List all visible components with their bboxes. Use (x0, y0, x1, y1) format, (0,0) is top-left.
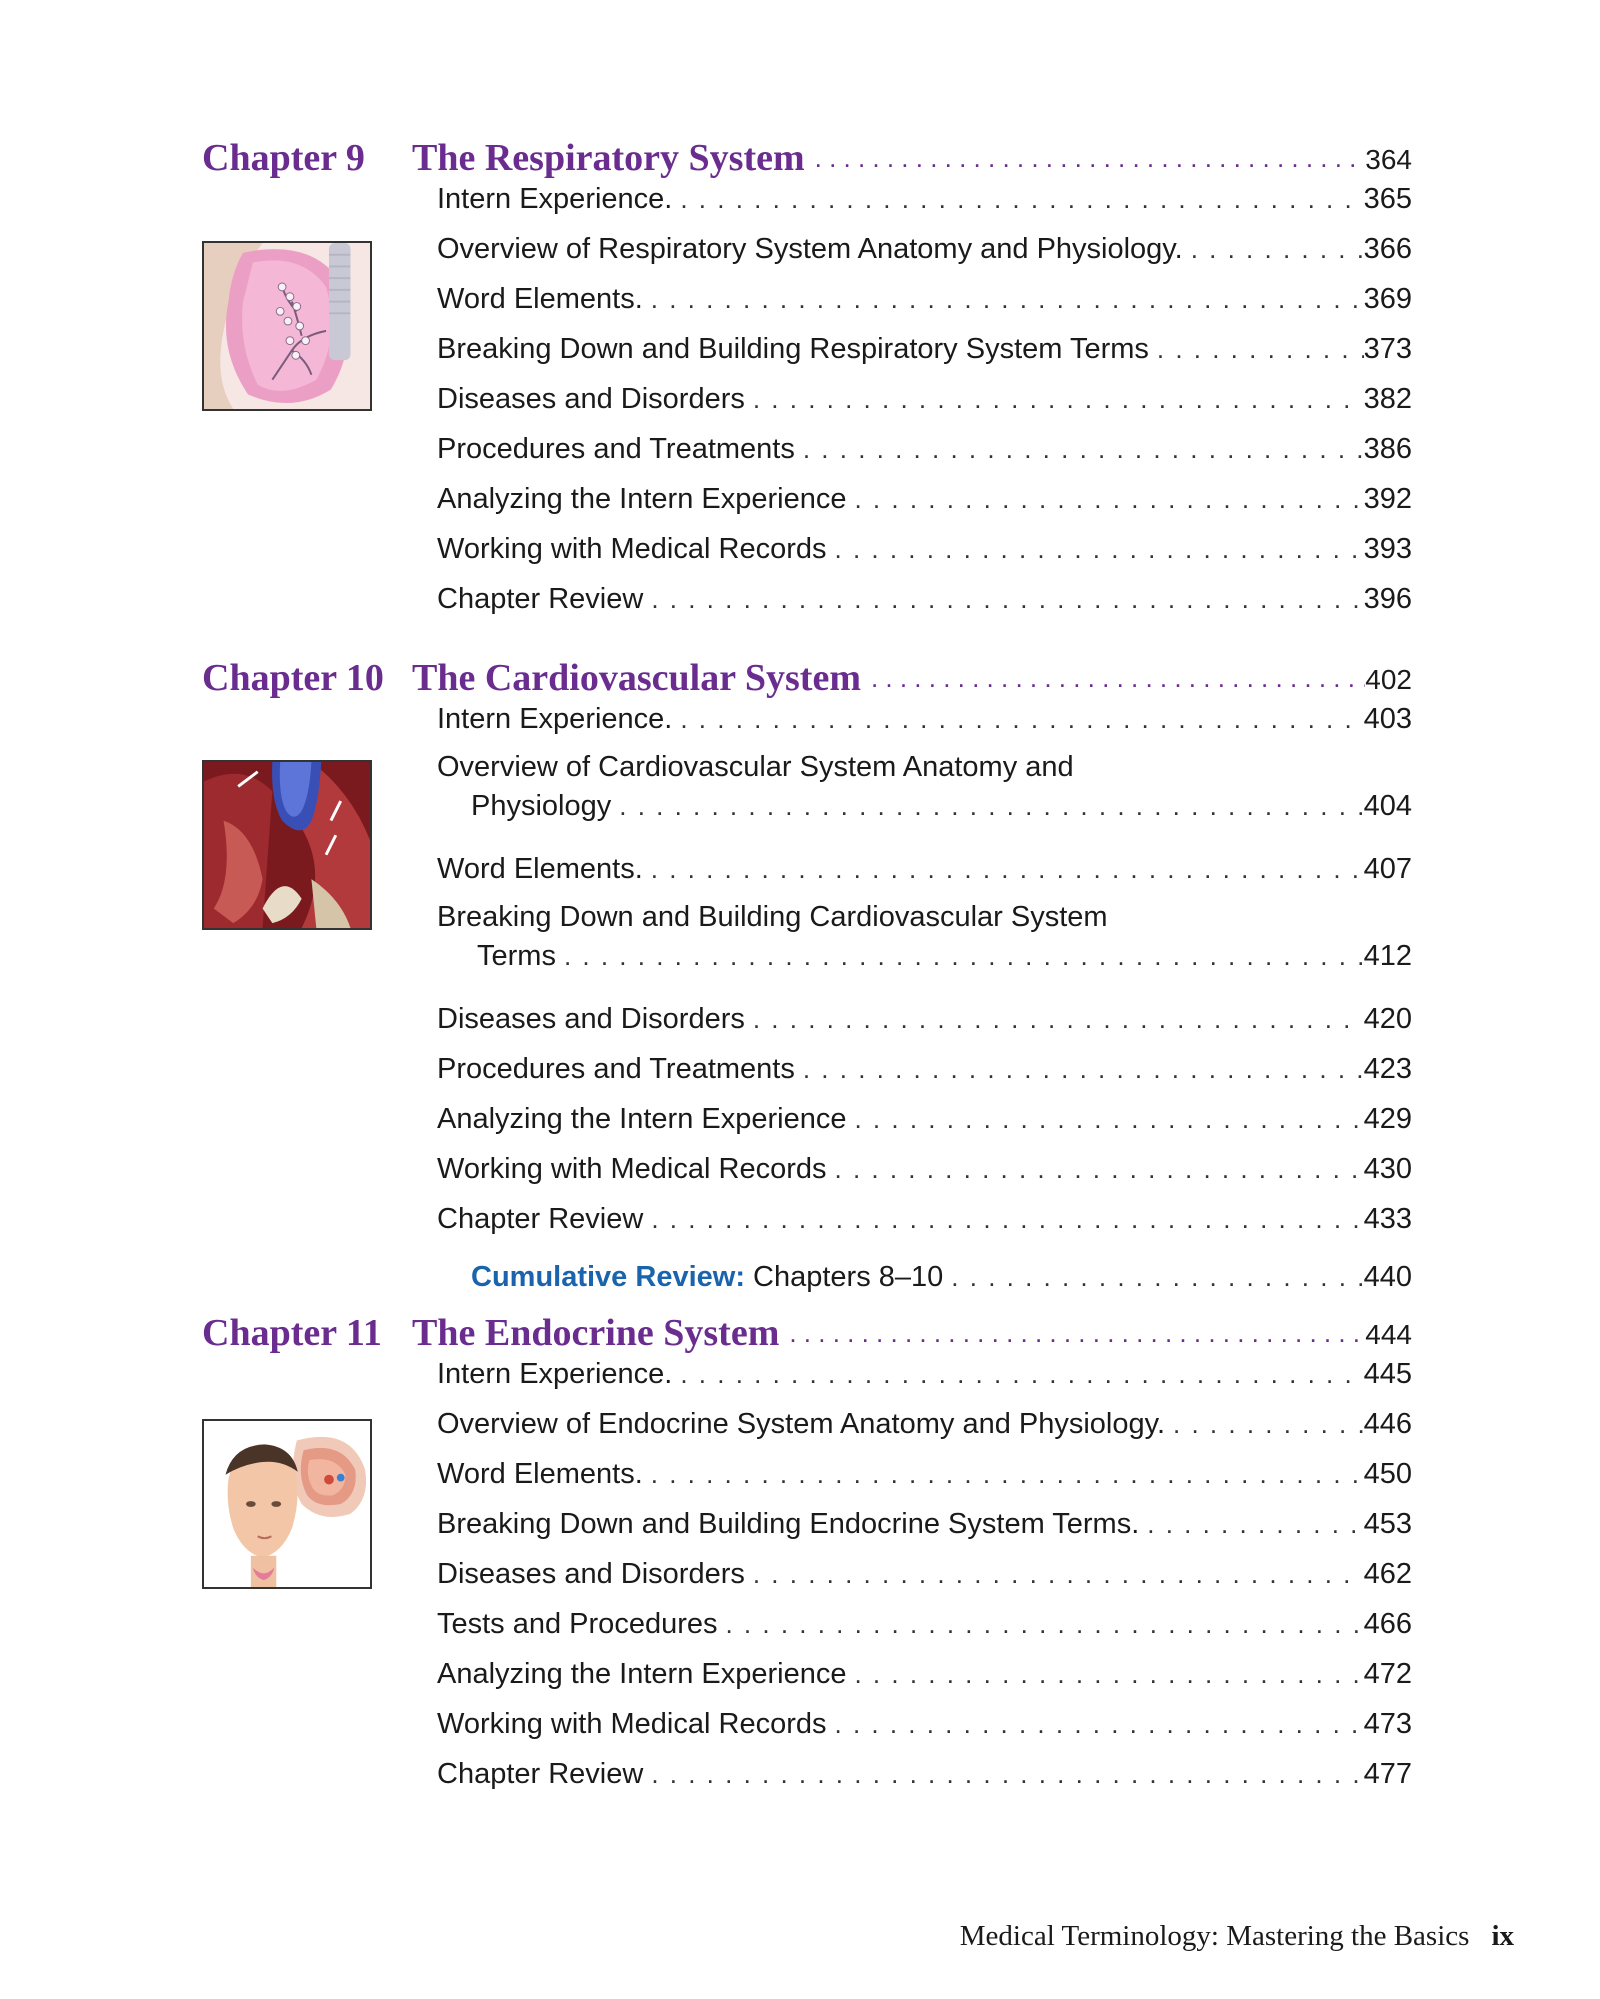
entry-page-number: 446 (1363, 1408, 1412, 1440)
entry-label: Tests and Procedures (437, 1608, 718, 1640)
entry-label: Word Elements. (437, 283, 643, 315)
entry-page-number: 445 (1363, 1358, 1412, 1390)
entry-label: Intern Experience. (437, 183, 673, 215)
chapter-number: Chapter 11 (202, 1312, 382, 1354)
entry-label: Word Elements. (437, 853, 643, 885)
chapter-heading[interactable] (202, 650, 1412, 700)
entry-page-number: 423 (1363, 1053, 1412, 1085)
entry-page-number: 450 (1363, 1458, 1412, 1490)
dot-leader (643, 1449, 1364, 1499)
entry-label: Working with Medical Records (437, 1708, 827, 1740)
toc-entry[interactable] (437, 474, 1412, 524)
toc-entry[interactable] (437, 1449, 1412, 1499)
page-folio: ix (1491, 1920, 1514, 1952)
dot-leader (846, 474, 1363, 524)
chapter-page-number: 444 (1365, 1319, 1412, 1350)
running-footer-title: Medical Terminology: Mastering the Basics (959, 1920, 1470, 1952)
entry-page-number: 382 (1363, 383, 1412, 415)
entry-page-number: 369 (1363, 283, 1412, 315)
entry-label: Breaking Down and Building Endocrine System Terms. (437, 1508, 1140, 1540)
entry-label: Procedures and Treatments (437, 433, 795, 465)
toc-entry[interactable] (437, 524, 1412, 574)
entry-label: Overview of Respiratory System Anatomy and Physiology. (437, 233, 1183, 265)
chapter-title: The Cardiovascular System (412, 657, 861, 699)
chapter-9-entries (437, 174, 1412, 624)
dot-leader (643, 1194, 1363, 1244)
toc-entry[interactable] (437, 694, 1412, 744)
toc-entry[interactable] (437, 1144, 1412, 1194)
dot-leader (745, 374, 1364, 424)
entry-page-number: 393 (1363, 533, 1412, 565)
entry-label: Terms (477, 940, 556, 972)
entry-label: Chapter Review (437, 1758, 644, 1790)
entry-label: Diseases and Disorders (437, 1003, 745, 1035)
toc-entry[interactable] (437, 324, 1412, 374)
chapter-title: The Respiratory System (412, 137, 805, 179)
entry-page-number: 404 (1363, 790, 1412, 822)
dot-leader (672, 174, 1363, 224)
dot-leader (643, 274, 1364, 324)
toc-entry[interactable] (437, 1699, 1412, 1749)
toc-entry[interactable] (437, 844, 1412, 894)
toc-entry[interactable] (437, 994, 1412, 1044)
endocrine-head-illustration-icon (202, 1419, 372, 1589)
entry-label: Overview of Endocrine System Anatomy and Physiology. (437, 1408, 1166, 1440)
dot-leader (827, 1699, 1364, 1749)
dot-leader (1139, 1499, 1363, 1549)
entry-page-number: 473 (1363, 1708, 1412, 1740)
entry-label: Breaking Down and Building Respiratory System Terms (437, 333, 1149, 365)
entry-label: Analyzing the Intern Experience (437, 483, 847, 515)
entry-page-number: 366 (1363, 233, 1412, 265)
toc-entry[interactable] (437, 1599, 1412, 1649)
entry-page-number: 412 (1363, 940, 1412, 972)
entry-page-number: 477 (1363, 1758, 1412, 1790)
toc-entry[interactable] (437, 1399, 1412, 1449)
dot-leader (1183, 224, 1364, 274)
dot-leader (846, 1094, 1363, 1144)
entry-label: Working with Medical Records (437, 533, 827, 565)
dot-leader (846, 1649, 1363, 1699)
toc-entry[interactable] (437, 424, 1412, 474)
chapter-heading[interactable] (202, 130, 1412, 180)
toc-entry[interactable] (437, 1044, 1412, 1094)
entry-page-number: 472 (1363, 1658, 1412, 1690)
toc-entry[interactable] (437, 1349, 1412, 1399)
lungs-illustration-icon (202, 241, 372, 411)
entry-label: Chapter Review (437, 583, 644, 615)
toc-entry[interactable] (437, 1499, 1412, 1549)
entry-page-number: 433 (1363, 1203, 1412, 1235)
toc-entry[interactable] (437, 1094, 1412, 1144)
entry-label: Diseases and Disorders (437, 383, 745, 415)
toc-entry[interactable] (437, 274, 1412, 324)
chapter-heading[interactable] (202, 1305, 1412, 1355)
entry-label: Analyzing the Intern Experience (437, 1103, 847, 1135)
chapter-title: The Endocrine System (412, 1312, 780, 1354)
entry-page-number: 440 (1363, 1261, 1412, 1293)
toc-entry[interactable] (437, 374, 1412, 424)
dot-leader (745, 1549, 1364, 1599)
entry-page-number: 462 (1363, 1558, 1412, 1590)
entry-label: Diseases and Disorders (437, 1558, 745, 1590)
toc-entry[interactable] (437, 1194, 1412, 1244)
entry-page-number: 407 (1363, 853, 1412, 885)
dot-leader (827, 524, 1364, 574)
entry-label: Working with Medical Records (437, 1153, 827, 1185)
entry-label: Intern Experience. (437, 703, 673, 735)
dot-leader (717, 1599, 1363, 1649)
dot-leader (672, 1349, 1363, 1399)
toc-entry[interactable] (437, 1749, 1412, 1799)
dot-leader (943, 1252, 1363, 1302)
entry-label: Physiology (471, 790, 612, 822)
entry-label-line1: Overview of Cardiovascular System Anatomy and (437, 751, 1074, 783)
toc-entry[interactable] (437, 574, 1412, 624)
entry-page-number: 403 (1363, 703, 1412, 735)
dot-leader (643, 1749, 1363, 1799)
entry-page-number: 396 (1363, 583, 1412, 615)
dot-leader (745, 994, 1364, 1044)
page-footer (0, 1920, 1514, 1953)
entry-label: Procedures and Treatments (437, 1053, 795, 1085)
chapter-number: Chapter 9 (202, 137, 365, 179)
entry-page-number: 386 (1363, 433, 1412, 465)
entry-label-line1: Breaking Down and Building Cardiovascular System (437, 901, 1108, 933)
chapter-number: Chapter 10 (202, 657, 384, 699)
dot-leader (556, 936, 1364, 976)
chapter-page-number: 364 (1365, 144, 1412, 175)
entry-page-number: 453 (1363, 1508, 1412, 1540)
entry-label: Word Elements. (437, 1458, 643, 1490)
dot-leader (827, 1144, 1364, 1194)
toc-entry[interactable] (437, 1549, 1412, 1599)
cumulative-review-entry[interactable] (437, 1252, 1412, 1302)
dot-leader (643, 574, 1363, 624)
entry-page-number: 373 (1363, 333, 1412, 365)
dot-leader (611, 786, 1363, 826)
entry-label: Chapter Review (437, 1203, 644, 1235)
toc-entry[interactable] (437, 744, 1412, 844)
cumulative-review-key: Cumulative Review: (471, 1261, 745, 1293)
dot-leader (795, 424, 1364, 474)
dot-leader (643, 844, 1364, 894)
heart-illustration-icon (202, 760, 372, 930)
entry-page-number: 392 (1363, 483, 1412, 515)
entry-page-number: 420 (1363, 1003, 1412, 1035)
entry-page-number: 430 (1363, 1153, 1412, 1185)
entry-page-number: 429 (1363, 1103, 1412, 1135)
cumulative-review-label: Chapters 8–10 (753, 1261, 944, 1293)
toc-entry[interactable] (437, 224, 1412, 274)
toc-entry[interactable] (437, 894, 1412, 994)
chapter-10-entries (437, 694, 1412, 1302)
entry-page-number: 365 (1363, 183, 1412, 215)
chapter-page-number: 402 (1365, 664, 1412, 695)
toc-entry[interactable] (437, 174, 1412, 224)
dot-leader (795, 1044, 1364, 1094)
chapter-11-entries (437, 1349, 1412, 1799)
dot-leader (1165, 1399, 1364, 1449)
entry-page-number: 466 (1363, 1608, 1412, 1640)
entry-label: Analyzing the Intern Experience (437, 1658, 847, 1690)
toc-entry[interactable] (437, 1649, 1412, 1699)
entry-label: Intern Experience. (437, 1358, 673, 1390)
dot-leader (672, 694, 1363, 744)
dot-leader (1149, 324, 1364, 374)
